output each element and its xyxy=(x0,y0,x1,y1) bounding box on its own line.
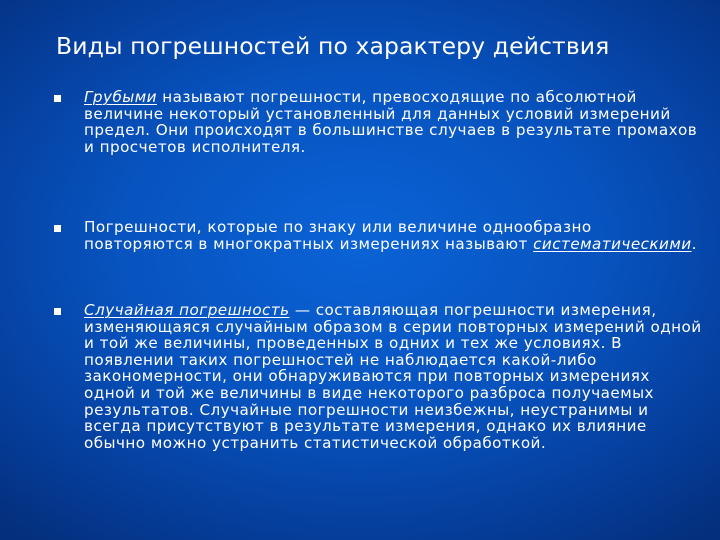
bullet-body-text: — составляющая погрешности измерения, изменяющаяся случайным образом в серии повторных измерений одной и той же величины, проведенных в одних и тех же условиях. В появлении таких погрешностей не наблюдается какой-либо закономерности, они обнаруживаются при повторных измерениях одной и той же величины в виде некоторого разброса получаемых результатов. Случайные погрешности неизбежны, неустранимы и всегда присутствуют в результате измерения, однако их влияние обычно можно устранить статистической обработкой. xyxy=(84,301,702,452)
term-systematic: систематическими xyxy=(533,234,692,253)
bullet-systematic-errors xyxy=(84,219,704,252)
square-bullet-icon xyxy=(54,225,61,232)
bullet-body-text: называют погрешности, превосходящие по абсолютной величине некоторый установленный для данных условий измерений предел. Они происходят в большинстве случаев в результате промахов и просчетов исполнителя. xyxy=(84,88,698,156)
bullet-body-text: . xyxy=(691,234,697,253)
term-random-error: Случайная погрешность xyxy=(84,301,290,319)
bullet-random-errors xyxy=(84,302,704,451)
slide-title: Виды погрешностей по характеру действия xyxy=(56,32,610,60)
bullet-gross-errors xyxy=(84,89,704,155)
square-bullet-icon xyxy=(54,95,61,102)
term-gross: Грубыми xyxy=(84,88,157,106)
bullet-lead-text: Погрешности, которые по знаку или величине однообразно повторяются в многократных измерениях называют xyxy=(84,218,592,253)
square-bullet-icon xyxy=(54,308,61,315)
